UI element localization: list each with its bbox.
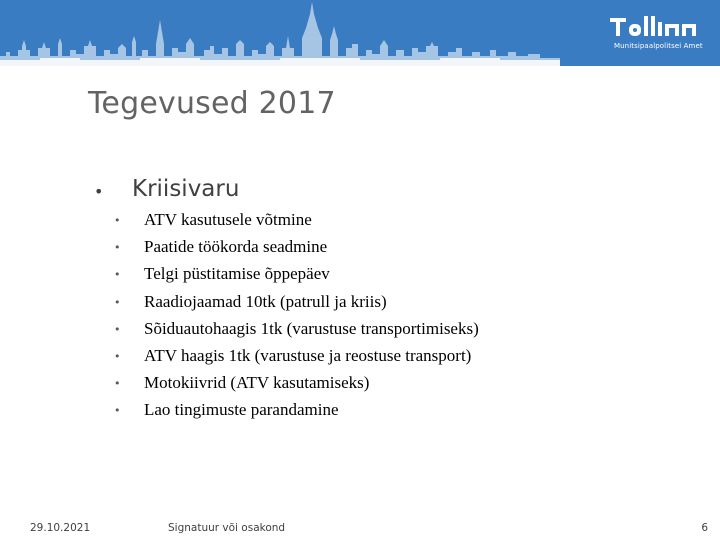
bullet-icon: •: [114, 349, 121, 363]
logo-subtitle: Munitsipaalpolitsei Amet: [614, 42, 703, 50]
list-item: [114, 234, 674, 261]
list-item: [114, 370, 674, 397]
list-item-text: Raadiojaamad 10tk (patrull ja kriis): [144, 291, 387, 311]
slide-title: Tegevused 2017: [88, 86, 336, 121]
list-item-text: Telgi püstitamise õppepäev: [144, 264, 330, 284]
bullet-icon: •: [94, 182, 104, 201]
slide-number: 6: [701, 522, 708, 534]
list-item: [114, 343, 674, 370]
footer-date: 29.10.2021: [30, 522, 91, 534]
header-band: [0, 0, 720, 66]
list-item: [114, 397, 674, 424]
list-item: [114, 207, 674, 234]
bullet-icon: •: [114, 322, 121, 336]
list-item: [114, 261, 674, 288]
sub-bullet-list: [114, 207, 674, 425]
list-item-text: Sõiduautohaagis 1tk (varustuse transportimiseks): [144, 318, 479, 338]
bullet-text: Kriisivaru: [132, 176, 240, 202]
tallinn-logo: [604, 14, 708, 54]
tallinn-wordmark-icon: [604, 14, 708, 38]
list-item-text: Motokiivrid (ATV kasutamiseks): [144, 373, 370, 393]
bullet-icon: •: [114, 377, 121, 391]
bullet-icon: •: [114, 268, 121, 282]
list-item: [114, 289, 674, 316]
list-item: [114, 316, 674, 343]
list-item-text: Lao tingimuste parandamine: [144, 400, 339, 420]
bullet-icon: •: [114, 295, 121, 309]
list-item-text: ATV kasutusele võtmine: [144, 210, 312, 229]
bullet-icon: •: [114, 404, 121, 418]
bullet-icon: •: [114, 241, 121, 255]
list-item-text: ATV haagis 1tk (varustuse ja reostuse transport): [144, 345, 472, 365]
city-skyline-illustration: [0, 0, 560, 66]
list-item-text: Paatide töökorda seadmine: [144, 237, 328, 257]
bullet-icon: •: [114, 214, 121, 227]
footer-signature: Signatuur või osakond: [168, 522, 286, 534]
